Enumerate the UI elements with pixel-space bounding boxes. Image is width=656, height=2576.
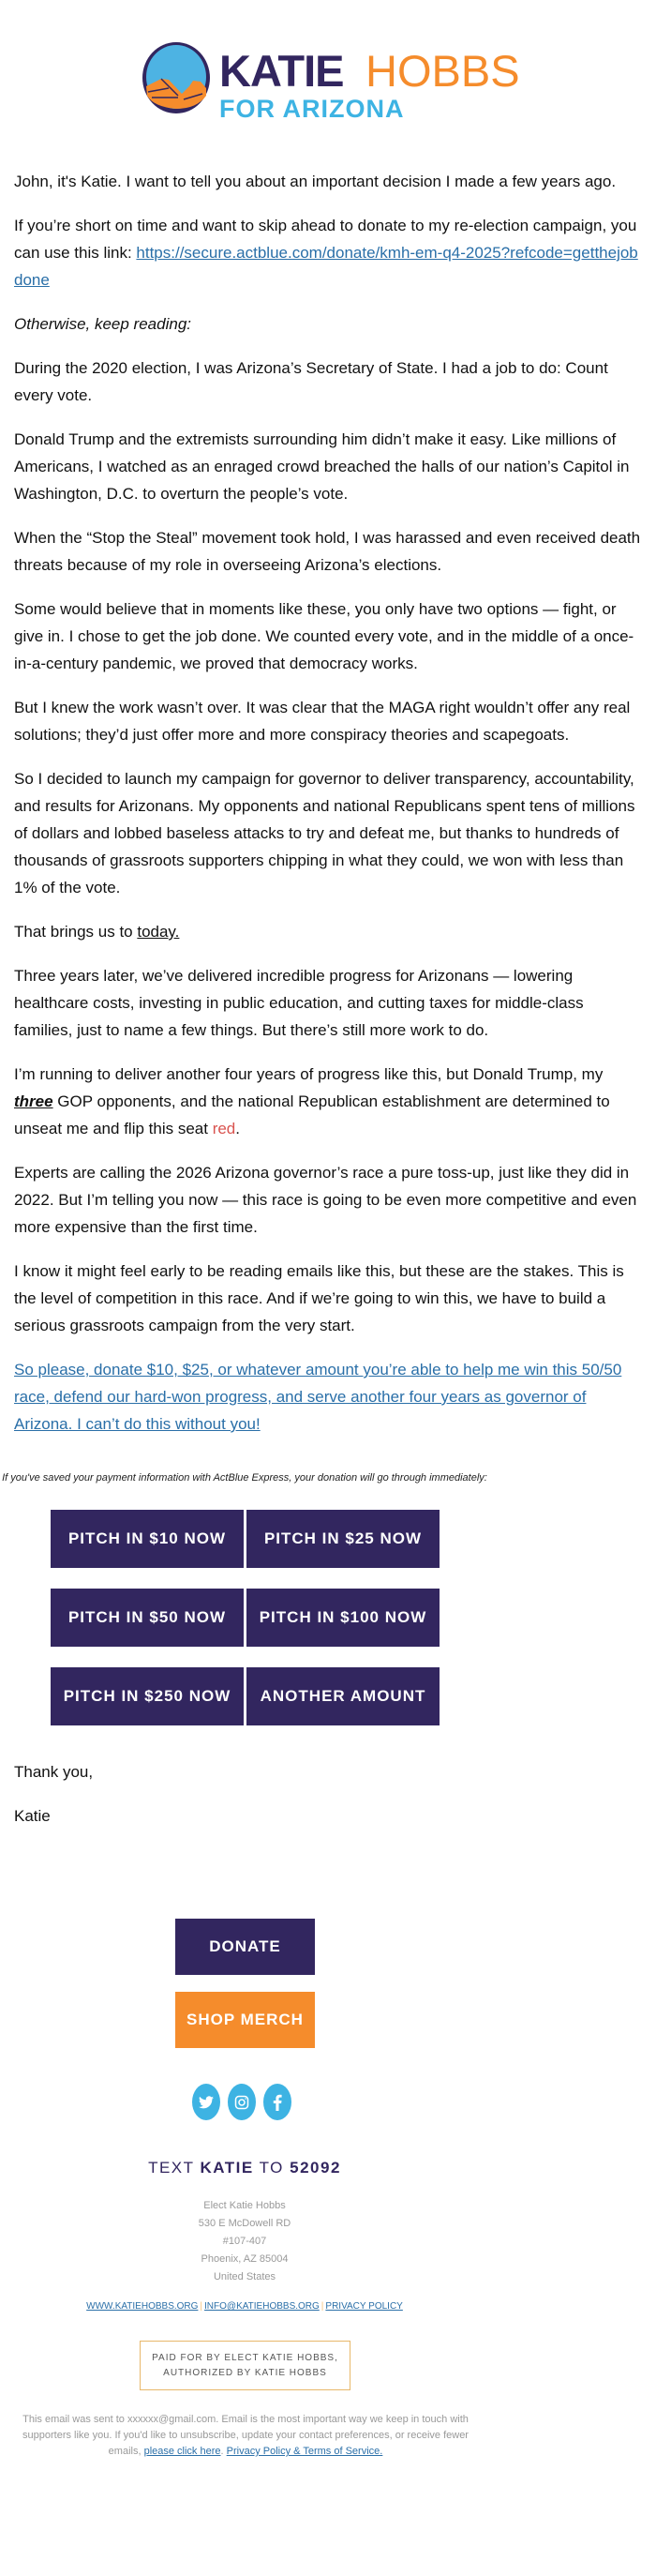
- instagram-icon[interactable]: [228, 2084, 256, 2120]
- logo: [141, 41, 534, 123]
- text: TO: [253, 2159, 291, 2177]
- donate-button[interactable]: DONATE: [175, 1919, 315, 1975]
- paragraph: [14, 1061, 644, 1142]
- paragraph: [14, 918, 644, 945]
- text-to-join: [0, 2159, 489, 2177]
- text: TEXT: [148, 2159, 201, 2177]
- email-link[interactable]: INFO@KATIEHOBBS.ORG: [204, 2301, 320, 2312]
- footer-links: [0, 2301, 489, 2312]
- terms-link[interactable]: Privacy Policy & Terms of Service.: [226, 2446, 383, 2457]
- text: GOP opponents, and the national Republican establishment are determined to unseat me and flip this seat: [14, 1092, 610, 1137]
- facebook-icon[interactable]: [263, 2084, 291, 2120]
- twitter-icon[interactable]: [192, 2084, 220, 2120]
- shortcode: 52092: [290, 2159, 341, 2177]
- divider: |: [200, 2301, 203, 2312]
- text: This email was sent to xxxxxx@gmail.com. Email is the most important way we keep in touch with supporters like you. If you'd like to unsubscribe, update your contact preferences, or receive fewer emails,: [22, 2414, 469, 2457]
- paragraph: John, it's Katie. I want to tell you about an important decision I made a few years ago.: [14, 173, 617, 190]
- signoff-name: Katie: [14, 1807, 51, 1825]
- disclaimer-line: PAID FOR BY ELECT KATIE HOBBS,: [152, 2353, 338, 2363]
- address-line: Elect Katie Hobbs: [203, 2200, 286, 2211]
- donate-appeal-link[interactable]: So please, donate $10, $25, or whatever amount you’re able to help me win this 50/50 race, defend our hard-won progress, and serve another four years as governor of Arizona. I can’t do this without you!: [14, 1361, 622, 1433]
- paid-for-disclaimer: [140, 2341, 350, 2390]
- keyword: KATIE: [200, 2159, 254, 2177]
- paragraph: Donald Trump and the extremists surrounding him didn’t make it easy. Like millions of Americans, I watched as an enraged crowd breached the halls of our nation’s Capitol in Washington, D.C. to overturn the people’s vote.: [14, 430, 630, 503]
- paragraph: [14, 212, 644, 294]
- address-line: #107-407: [222, 2236, 267, 2247]
- paragraph: Otherwise, keep reading:: [14, 315, 191, 333]
- website-link[interactable]: WWW.KATIEHOBBS.ORG: [86, 2301, 199, 2312]
- signoff-thanks: Thank you,: [14, 1763, 94, 1781]
- paragraph: But I knew the work wasn’t over. It was clear that the MAGA right wouldn’t offer any real solutions; they’d just offer more and more conspiracy theories and scapegoats.: [14, 699, 631, 744]
- paragraph: So I decided to launch my campaign for governor to deliver transparency, accountability, and results for Arizonans. My opponents and national Republicans spent tens of millions of dollars and lobbed baseless attacks to try and defeat me, but thanks to hundreds of thousands of grassroots supporters chipping in what they could, we won with less than 1% of the vote.: [14, 770, 635, 896]
- actblue-express-note: If you've saved your payment information with ActBlue Express, your donation will go through immediately:: [2, 1472, 487, 1484]
- donation-button-grid: [51, 1510, 440, 1725]
- today-emphasis: today.: [137, 923, 180, 941]
- paragraph: Some would believe that in moments like these, you only have two options — fight, or give in. I chose to get the job done. We counted every vote, and in the middle of a once-in-a-century pandemic, we proved that democracy works.: [14, 600, 634, 672]
- pitch-in-25-button[interactable]: PITCH IN $25 NOW: [246, 1510, 440, 1568]
- pitch-in-100-button[interactable]: PITCH IN $100 NOW: [246, 1589, 440, 1647]
- disclaimer-line: AUTHORIZED BY KATIE HOBBS: [163, 2368, 327, 2378]
- text: .: [220, 2446, 227, 2457]
- arizona-landscape-icon: [141, 41, 212, 114]
- text: I’m running to deliver another four years of progress like this, but Donald Trump, my: [14, 1065, 604, 1083]
- mailing-address: [0, 2197, 489, 2286]
- text: If you’re short on time and want to skip ahead to donate to my re-election campaign, you can use this link:: [14, 217, 637, 262]
- logo-for-arizona: FOR ARIZONA: [219, 95, 405, 123]
- paragraph: [14, 1356, 644, 1438]
- unsubscribe-notice: [19, 2412, 472, 2460]
- unsubscribe-link[interactable]: please click here: [143, 2446, 221, 2457]
- text: That brings us to: [14, 923, 138, 941]
- email-body: [14, 168, 644, 1454]
- pitch-in-50-button[interactable]: PITCH IN $50 NOW: [51, 1589, 244, 1647]
- red-word: red: [212, 1120, 236, 1137]
- paragraph: When the “Stop the Steal” movement took hold, I was harassed and even received death threats because of my role in overseeing Arizona’s elections.: [14, 529, 641, 574]
- donate-link[interactable]: https://secure.actblue.com/donate/kmh-em-q4-2025?refcode=getthejobdone: [14, 244, 638, 289]
- social-links: [192, 2084, 291, 2120]
- logo-katie: KATIE: [219, 46, 344, 96]
- paragraph: During the 2020 election, I was Arizona’s Secretary of State. I had a job to do: Count every vote.: [14, 359, 608, 404]
- pitch-in-10-button[interactable]: PITCH IN $10 NOW: [51, 1510, 244, 1568]
- address-line: 530 E McDowell RD: [198, 2218, 291, 2229]
- privacy-policy-link[interactable]: PRIVACY POLICY: [325, 2301, 403, 2312]
- three-emphasis: three: [14, 1092, 53, 1110]
- address-line: United States: [213, 2271, 276, 2282]
- pitch-in-250-button[interactable]: PITCH IN $250 NOW: [51, 1667, 244, 1725]
- divider: |: [321, 2301, 324, 2312]
- paragraph: Experts are calling the 2026 Arizona governor’s race a pure toss-up, just like they did in 2022. But I’m telling you now — this race is going to be even more competitive and even more expensive than the first time.: [14, 1164, 637, 1236]
- address-line: Phoenix, AZ 85004: [201, 2253, 289, 2265]
- shop-merch-button[interactable]: SHOP MERCH: [175, 1992, 315, 2048]
- another-amount-button[interactable]: ANOTHER AMOUNT: [246, 1667, 440, 1725]
- logo-hobbs: HOBBS: [365, 46, 520, 96]
- paragraph: I know it might feel early to be reading emails like this, but these are the stakes. This is the level of competition in this race. And if we’re going to win this, we have to build a serious grassroots campaign from the very start.: [14, 1262, 624, 1334]
- paragraph: Three years later, we’ve delivered incredible progress for Arizonans — lowering healthcare costs, investing in public education, and cutting taxes for middle-class families, just to name a few things. But there’s still more work to do.: [14, 967, 584, 1039]
- text: .: [235, 1120, 240, 1137]
